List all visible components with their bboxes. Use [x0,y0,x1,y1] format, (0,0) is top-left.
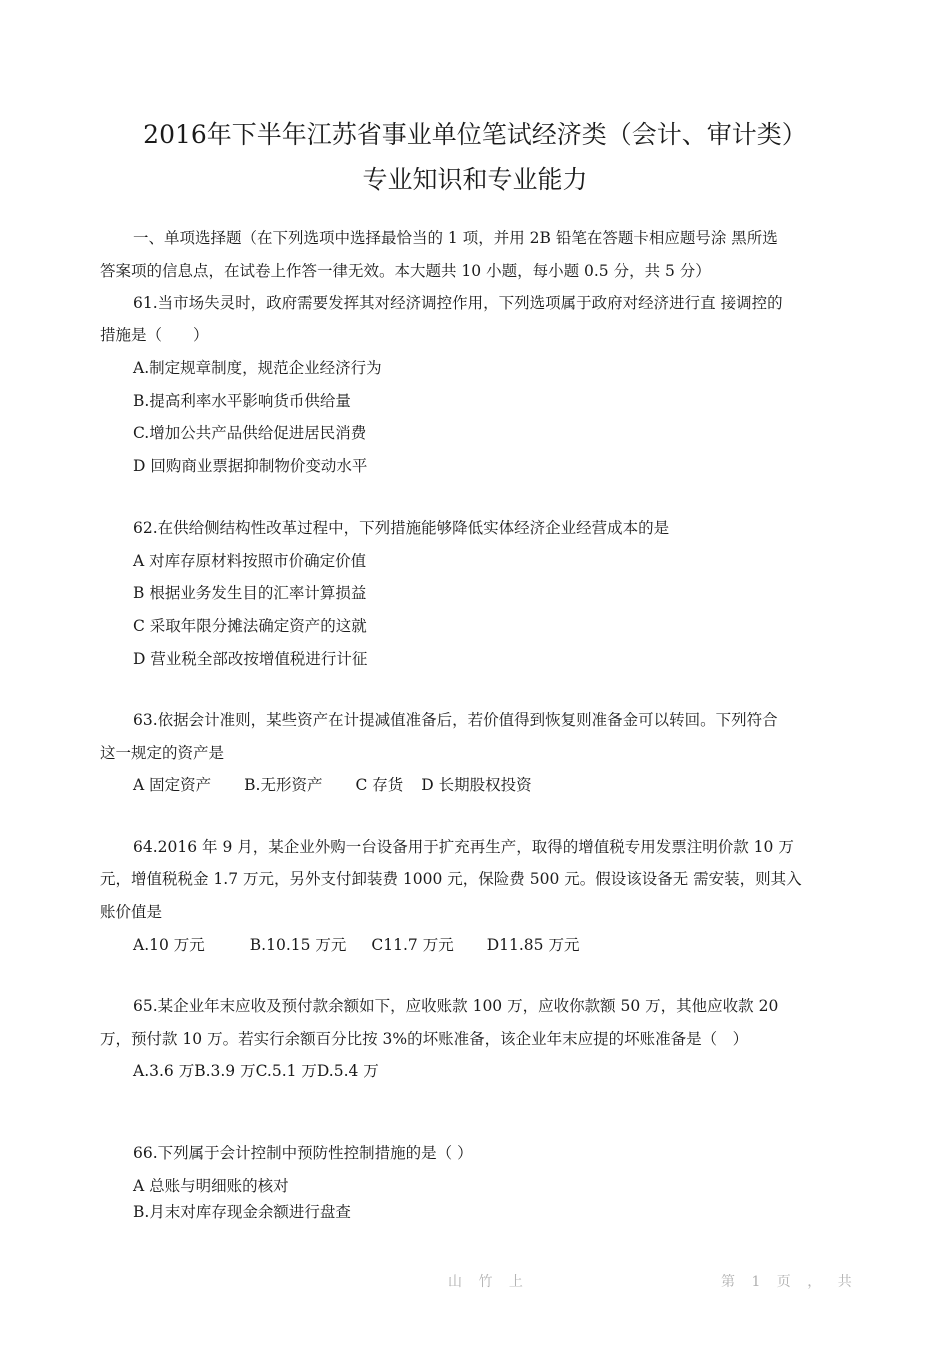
question-64-option-d: D11.85 万元 [486,936,580,954]
question-64-stem-cont-1: 元，增值税税金 1.7 万元，另外支付卸装费 1000 元，保险费 500 元。假设该设备无 需安装，则其入 [100,870,802,888]
question-65-stem: 65.某企业年末应收及预付款余额如下，应收账款 100 万，应收你款额 50 万，其他应收款 20 [133,997,779,1015]
question-63-options [133,775,532,795]
question-64-stem: 64.2016 年 9 月，某企业外购一台设备用于扩充再生产，取得的增值税专用发票注明价款 10 万 [133,838,794,856]
question-61-stem-cont: 措施是（ ） [100,326,209,344]
footer-page-number: 第 1 页 ， 共 [721,1274,858,1290]
question-63-option-c: C 存货 [355,776,404,794]
question-63-stem: 63.依据会计准则，某些资产在计提减值准备后，若价值得到恢复则准备金可以转回。下列符合 [133,711,778,729]
section-instructions: 一、单项选择题（在下列选项中选择最恰当的 1 项，并用 2B 铅笔在答题卡相应题号涂 黑所选 [133,229,778,247]
question-66-stem: 66.下列属于会计控制中预防性控制措施的是（ ） [133,1144,473,1162]
question-64-option-c: C11.7 万元 [371,936,454,954]
question-61-stem: 61.当市场失灵时，政府需要发挥其对经济调控作用，下列选项属于政府对经济进行直 接调控的 [133,294,783,312]
question-64-option-a: A.10 万元 [133,936,205,954]
footer-watermark-text: 山 竹 上 [448,1274,529,1290]
question-65-options: A.3.6 万B.3.9 万C.5.1 万D.5.4 万 [133,1062,379,1080]
section-instructions-cont: 答案项的信息点，在试卷上作答一律无效。本大题共 10 小题，每小题 0.5 分，共 5 分） [100,262,711,280]
question-62-option-d: D 营业税全部改按增值税进行计征 [133,650,368,668]
question-63-option-d: D 长期股权投资 [421,776,532,794]
question-63-option-a: A 固定资产 [133,776,212,794]
question-65-stem-cont: 万，预付款 10 万。若实行余额百分比按 3%的坏账准备，该企业年末应提的坏账准备是（ ） [100,1030,749,1048]
question-62-option-c: C 采取年限分摊法确定资产的这就 [133,617,367,635]
question-64-options [133,935,579,955]
question-63-stem-cont: 这一规定的资产是 [100,744,225,762]
document-subtitle: 专业知识和专业能力 [362,165,588,194]
question-66-option-a: A 总账与明细账的核对 [133,1177,289,1195]
document-title: 2016年下半年江苏省事业单位笔试经济类（会计、审计类） [143,120,807,149]
question-64-option-b: B.10.15 万元 [249,936,347,954]
question-61-option-c: C.增加公共产品供给促进居民消费 [133,424,367,442]
question-63-option-b: B.无形资产 [244,776,323,794]
question-66-option-b: B.月末对库存现金余额进行盘查 [133,1203,351,1221]
question-62-stem: 62.在供给侧结构性改革过程中，下列措施能够降低实体经济企业经营成本的是 [133,519,670,537]
question-64-stem-cont-2: 账价值是 [100,903,163,921]
question-62-option-a: A 对库存原材料按照市价确定价值 [133,552,367,570]
question-61-option-d: D 回购商业票据抑制物价变动水平 [133,457,368,475]
question-61-option-a: A.制定规章制度，规范企业经济行为 [133,359,382,377]
question-61-option-b: B.提高利率水平影响货币供给量 [133,392,351,410]
question-62-option-b: B 根据业务发生目的汇率计算损益 [133,584,367,602]
